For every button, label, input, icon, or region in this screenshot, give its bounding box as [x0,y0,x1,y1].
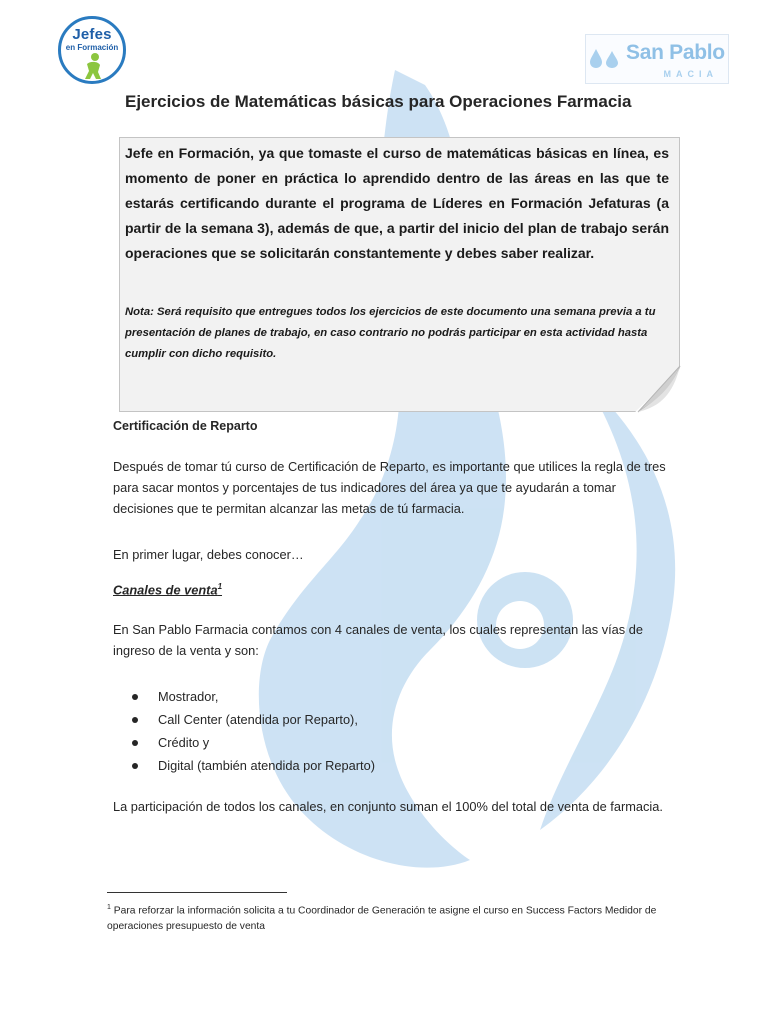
footnote-marker: 1 [107,904,111,911]
footnote-divider [107,892,287,893]
bullet-icon [132,717,138,723]
canales-footnote-marker: 1 [217,582,223,591]
list-item: Mostrador, [132,685,375,708]
canales-heading-text: Canales de venta [113,582,218,598]
section-title: Certificación de Reparto [113,419,258,433]
logo-left-line1: Jefes [72,26,112,43]
document-title: Ejercicios de Matemáticas básicas para Operaciones Farmacia [125,92,632,111]
logo-left-line2: en Formación [65,43,119,52]
drops-icon [590,47,624,69]
bullet-icon [132,740,138,746]
logo-right-name: San Pablo [626,41,725,64]
jefes-en-formacion-logo [58,16,128,86]
list-item: Call Center (atendida por Reparto), [132,708,375,731]
note-body: Jefe en Formación, ya que tomaste el curso de matemáticas básicas en línea, es momento de poner en práctica lo aprendido dentro de las áreas en las que te estarás certificando durante el programa de Líderes en Formación Jefaturas (a partir de la semana 3), además de que, a partir del inicio del plan de trabajo serán operaciones que se solicitarán constantemente y debes saber realizar. [125,145,669,261]
page-curl-icon [632,364,682,414]
list-item: Digital (también atendida por Reparto) [132,754,375,777]
footnote [107,900,667,935]
list-item: Crédito y [132,731,375,754]
logo-right-sub: MACIA [663,69,718,79]
figure-icon [82,52,104,80]
canales-heading [113,582,222,597]
paragraph-3: En San Pablo Farmacia contamos con 4 canales de venta, los cuales representan las vías de ingreso de la venta y son: [113,622,643,658]
bullet-icon [132,694,138,700]
footnote-text: Para reforzar la información solicita a tu Coordinador de Generación te asigne el curso en Success Factors Medidor de operaciones presupuesto de venta [107,905,657,933]
bullet-icon [132,763,138,769]
paragraph-1: Después de tomar tú curso de Certificación de Reparto, es importante que utilices la regla de tres para sacar montos y porcentajes de tus indicadores del área ya que te ayudarán a tomar decisiones que te permitan alcanzar las metas de tú farmacia. [113,459,666,516]
paragraph-4: La participación de todos los canales, en conjunto suman el 100% del total de venta de farmacia. [113,799,663,814]
note-nota: Nota: Será requisito que entregues todos los ejercicios de este documento una semana previa a tu presentación de planes de trabajo, en caso contrario no podrás participar en esta actividad hasta cumplir con dicho requisito. [125,306,656,360]
paragraph-2: En primer lugar, debes conocer… [113,547,304,562]
channel-list [132,685,375,777]
san-pablo-logo [585,34,729,84]
